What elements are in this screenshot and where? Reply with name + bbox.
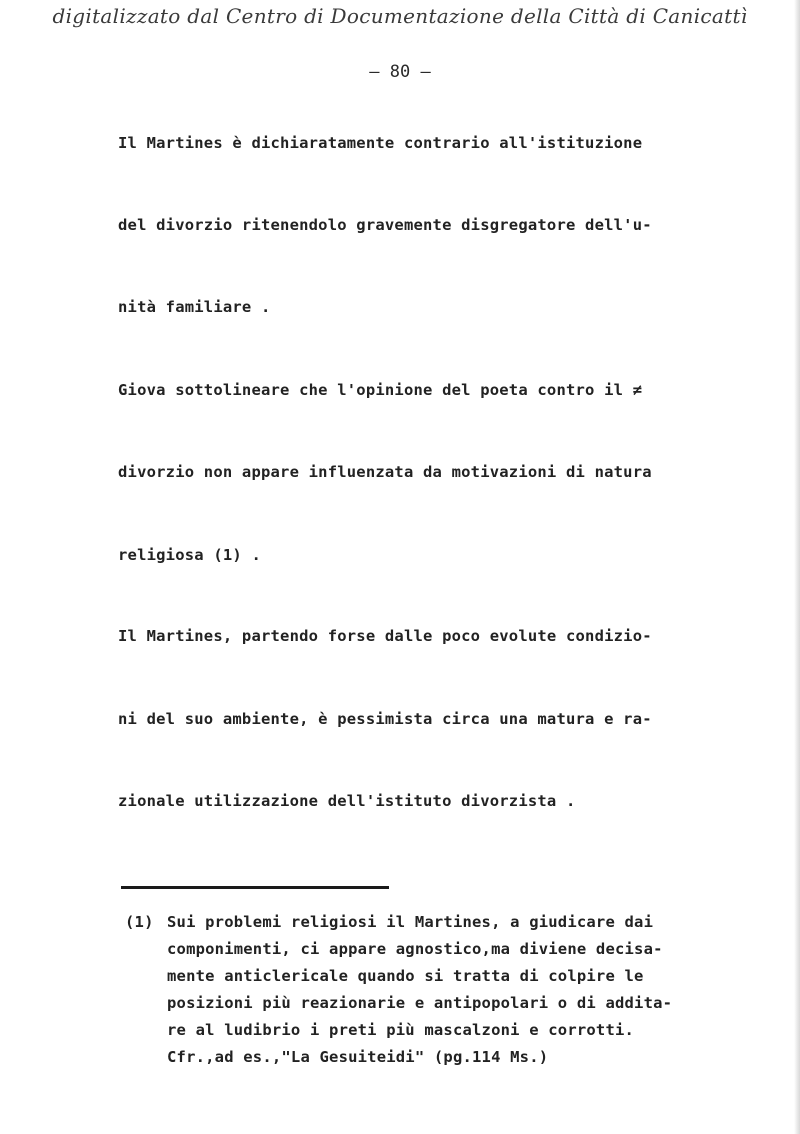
digitization-watermark: digitalizzato dal Centro di Documentazione della Città di Canicattì xyxy=(52,4,748,28)
body-line: Giova sottolineare che l'opinione del poeta contro il ≠ xyxy=(118,381,643,399)
footnote-line: Cfr.,ad es.,"La Gesuiteidi" (pg.114 Ms.) xyxy=(167,1048,549,1066)
body-line: divorzio non appare influenzata da motivazioni di natura xyxy=(118,463,652,481)
footnote-line: componimenti, ci appare agnostico,ma diviene decisa- xyxy=(167,940,663,958)
footnote-line: re al ludibrio i preti più mascalzoni e corrotti. xyxy=(167,1021,635,1039)
body-line: ni del suo ambiente, è pessimista circa una matura e ra- xyxy=(118,710,652,728)
footnote-marker: (1) xyxy=(125,913,154,931)
footnote-line: posizioni più reazionarie e antipopolari o di addita- xyxy=(167,994,673,1012)
body-line: religiosa (1) . xyxy=(118,546,261,564)
footnote-line: mente anticlericale quando si tratta di colpire le xyxy=(167,967,644,985)
footnote-line: Sui problemi religiosi il Martines, a giudicare dai xyxy=(167,913,654,931)
body-line: Il Martines è dichiaratamente contrario all'istituzione xyxy=(118,134,643,152)
page-number: – 80 – xyxy=(369,62,431,82)
scan-edge-shadow xyxy=(794,0,800,1134)
footnote-separator xyxy=(121,886,389,889)
body-line: nità familiare . xyxy=(118,298,271,316)
body-line: zionale utilizzazione dell'istituto divorzista . xyxy=(118,792,576,810)
body-line: Il Martines, partendo forse dalle poco evolute condizio- xyxy=(118,627,652,645)
body-line: del divorzio ritenendolo gravemente disgregatore dell'u- xyxy=(118,216,652,234)
